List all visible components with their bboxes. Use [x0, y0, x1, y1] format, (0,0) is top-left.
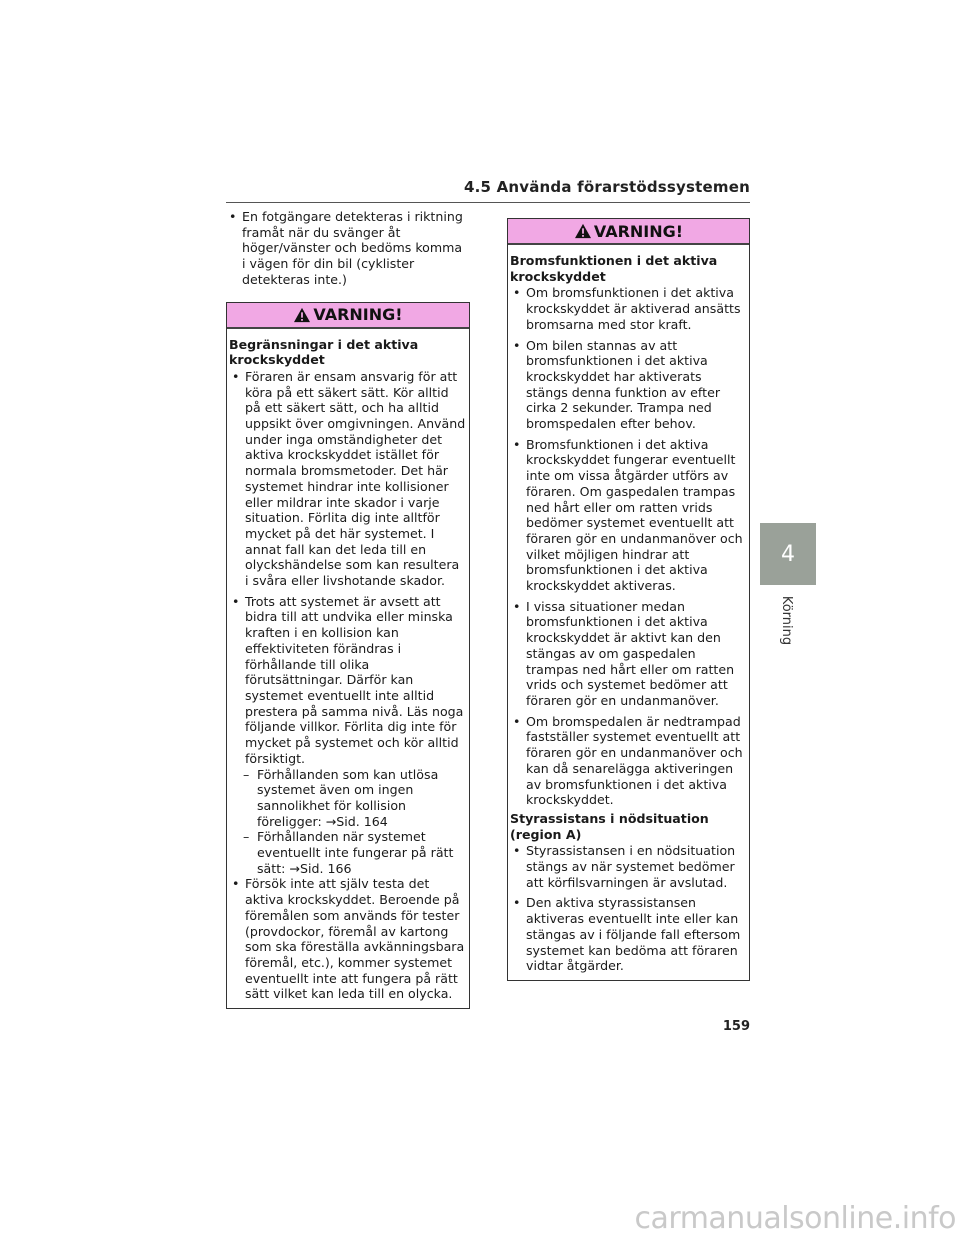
warning-label: VARNING!: [313, 305, 403, 325]
warning-bullet: • Om bromsfunktionen i det aktiva krockskyddet är aktiverad ansätts bromsarna med stor kraft.: [510, 285, 746, 332]
warning-header: [508, 219, 749, 245]
warning-body: [227, 329, 469, 1009]
warning-bullet: • I vissa situationer medan bromsfunktionen i det aktiva krockskyddet är aktivt kan den stängas av om gaspedalen trampas ned hårt eller om ratten vrids och systemet bedömer att föraren gör en undanmanöver.: [510, 599, 746, 709]
intro-bullet: • En fotgängare detekteras i riktning framåt när du svänger åt höger/vänster och bedöms komma i vägen för din bil (cyklister detekteras inte.): [226, 209, 470, 288]
right-column: [507, 218, 750, 981]
chapter-label-wrap: [775, 590, 799, 650]
warning-heading: Begränsningar i det aktiva krockskyddet: [229, 336, 419, 368]
section-title: 4.5 Använda förarstödssystemen: [463, 178, 750, 196]
warning-triangle-icon: [574, 223, 592, 239]
warning-triangle-icon: [293, 307, 311, 323]
warning-label: VARNING!: [593, 221, 684, 241]
warning-bullet: • Om bromspedalen är nedtrampad fastställer systemet eventuellt att föraren gör en undanmanöver och kan då senarelägga aktiveringen av bromsfunktionen i det aktiva krockskyddet.: [510, 714, 746, 808]
page-number: 159: [722, 1019, 750, 1034]
chapter-tab: [760, 523, 816, 585]
chapter-number: 4: [781, 541, 795, 567]
warning-heading: Bromsfunktionen i det aktiva krockskyddet: [510, 253, 718, 284]
warning-body: [508, 245, 749, 980]
warning-bullet: • Om bilen stannas av att bromsfunktionen i det aktiva krockskyddet har aktiverats stängs denna funktion av efter cirka 2 sekunder. Trampa ned bromspedalen efter behov.: [510, 338, 746, 432]
warning-heading: Styrassistans i nödsituation (region A): [510, 810, 709, 842]
warning-bullet: • Den aktiva styrassistansen aktiveras eventuellt inte eller kan stängas av i följande fall eftersom systemet kan bedöma att föraren vidtar åtgärder.: [510, 895, 746, 974]
warning-box-left: [226, 302, 470, 1010]
warning-box-right: [507, 218, 750, 981]
watermark: carmanualsonline.info: [634, 1201, 956, 1236]
sub-item-text: Förhållanden som kan utlösa systemet även om ingen sannolikhet för kollision föreligger: →Sid. 164: [257, 766, 439, 829]
chapter-label: Körning: [779, 595, 795, 645]
warning-sub-item: – Förhållanden som kan utlösa systemet även om ingen sannolikhet för kollision föreligger: →Sid. 164: [243, 766, 439, 829]
warning-bullet: • Försök inte att själv testa det aktiva krockskyddet. Beroende på föremålen som används för tester (provdockor, föremål av kartong som ska föreställa avkänningsbara föremål, etc.), kommer systemet eventuellt inte att fungera på rätt sätt vilket kan leda till en olycka.: [229, 876, 466, 1002]
warning-sub-item: – Förhållanden när systemet eventuellt inte fungerar på rätt sätt: →Sid. 166: [243, 829, 454, 876]
warning-bullet: • Föraren är ensam ansvarig för att köra på ett säkert sätt. Kör alltid på ett säkert sätt, och ha alltid uppsikt över omgivningen. Använd under inga omständigheter det aktiva krockskyddet istället för normala bromsmetoder. Det här systemet hindrar inte kollisioner eller mildrar inte skador i varje situation. Förlita dig inte alltför mycket på det här systemet. I annat fall kan det leda till en olyckshändelse som kan resultera i svåra eller livshotande skador.: [229, 369, 466, 589]
left-column: [226, 209, 470, 1009]
warning-header: [227, 303, 469, 329]
warning-bullet: • Trots att systemet är avsett att bidra till att undvika eller minska kraften i en kollision kan effektiviteten förändras i förhållande till olika förutsättningar. Därför kan systemet eventuellt inte alltid prestera på samma nivå. Läs noga följande villkor. Förlita dig inte för mycket på systemet och kör alltid försiktigt.: [229, 594, 466, 767]
sub-item-text: Förhållanden när systemet eventuellt inte fungerar på rätt sätt: →Sid. 166: [257, 829, 454, 876]
warning-bullet: • Bromsfunktionen i det aktiva krockskyddet fungerar eventuellt inte om vissa åtgärder utförs av föraren. Om gaspedalen trampas ned hårt eller om ratten vrids bedömer systemet eventuellt att föraren gör en undanmanöver och vilket möjligen hindrar att bromsfunktionen i det aktiva krockskyddet aktiveras.: [510, 437, 746, 594]
section-header: [226, 176, 750, 203]
warning-bullet: • Styrassistansen i en nödsituation stängs av när systemet bedömer att körfilsvarningen är avslutad.: [510, 843, 746, 890]
